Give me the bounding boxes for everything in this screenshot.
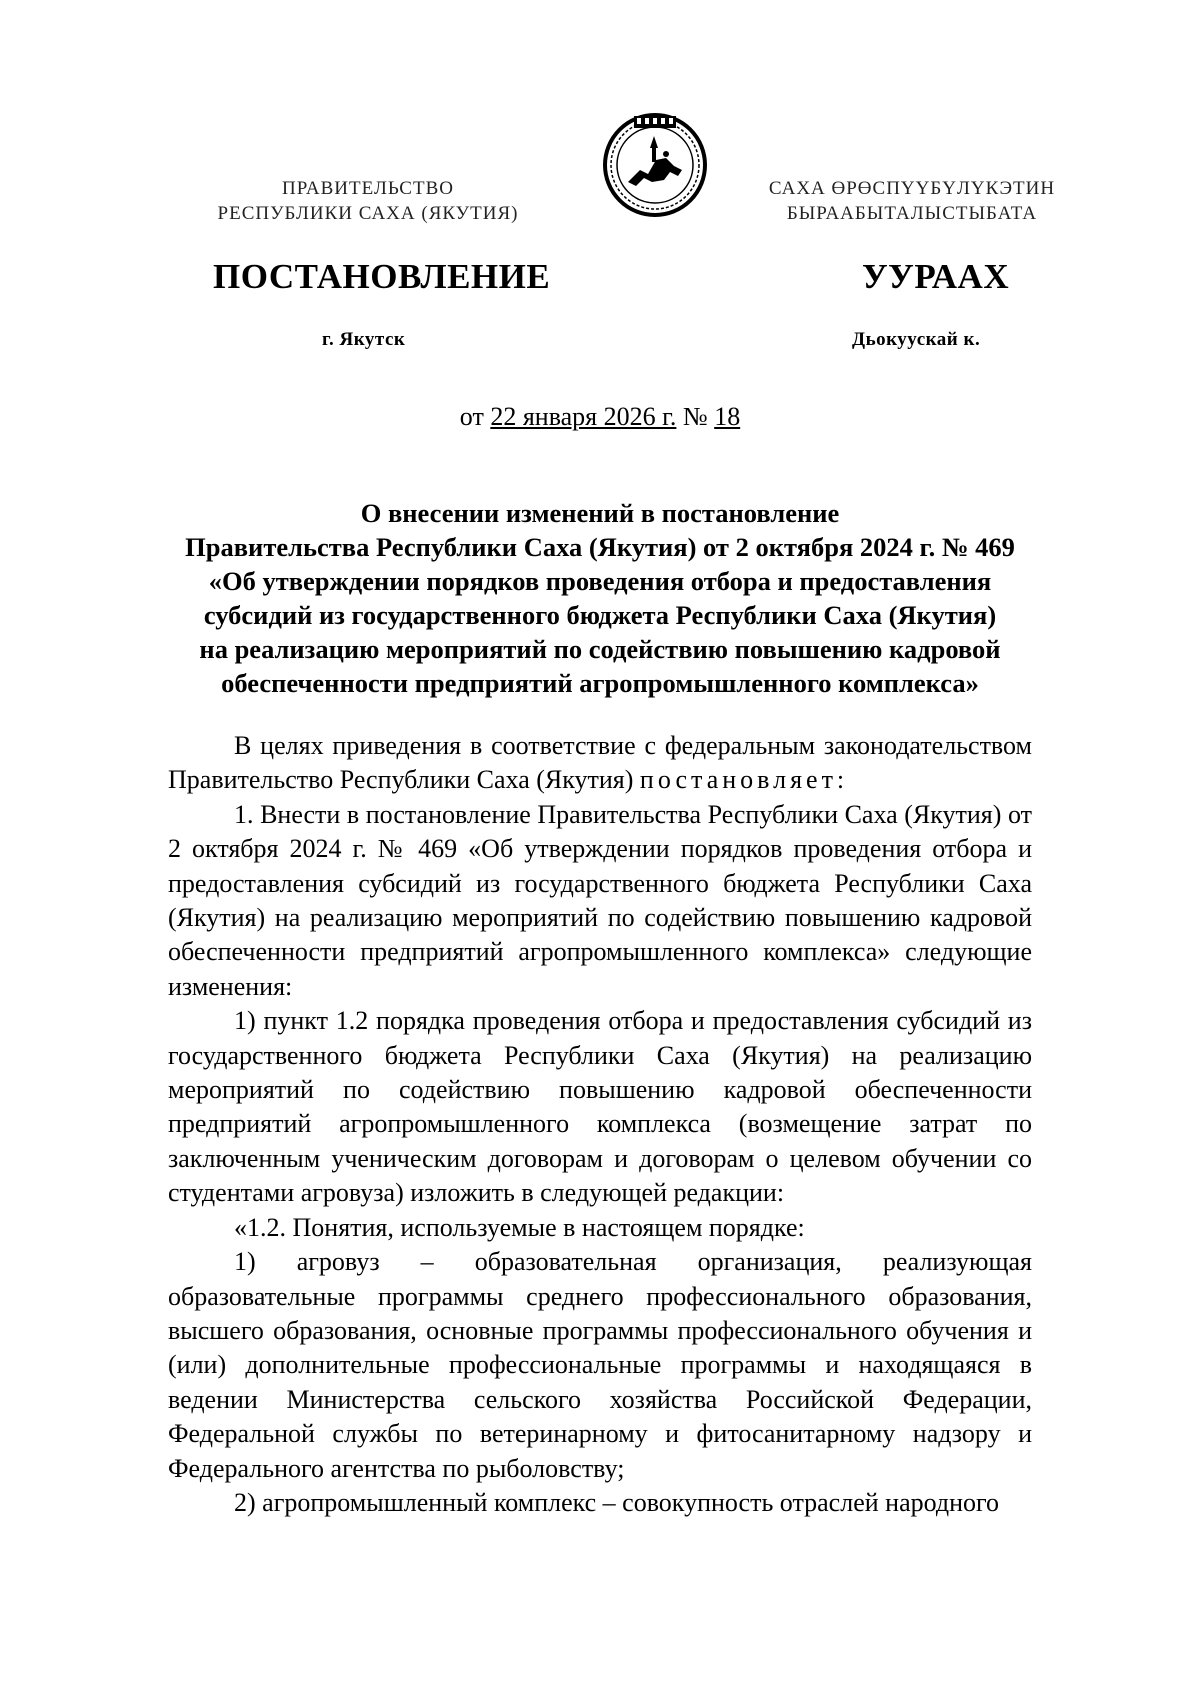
body-paragraph: 1) пункт 1.2 порядка проведения отбора и предоставления субсидий из государственного бюджета Республики Саха (Якутия) на реализацию мероприятий по содействию повышению кадровой обеспеченности предприятий агропромышленного комплекса (возмещение затрат по заключенным ученическим договорам и договорам о целевом обучении со студентами агровуза) изложить в следующей редакции: [168,1006,1032,1208]
document-number: 18 [714,402,741,431]
emblem-icon [600,110,710,220]
body-paragraph: 1. Внести в постановление Правительства Республики Саха (Якутия) от 2 октября 2024 г. № 469 «Об утверждении порядков проведения отбора и предоставления субсидий из государственного бюджета Республики Саха (Якутия) на реализацию мероприятий по содействию повышению кадровой обеспеченности предприятий агропромышленного комплекса» следующие изменения: [168,799,1032,1001]
body-paragraph: 2) агропромышленный комплекс – совокупность отраслей народного [234,1487,1000,1517]
heading-line: «Об утверждении порядков проведения отбора и предоставления [208,566,992,596]
body-paragraph: 1) агровуз – образовательная организация, реализующая образовательные программы среднего профессионального образования, высшего образования, основные программы профессионального обучения и (или) дополнительные профессиональные программы и находящаяся в ведении Министерства сельского хозяйства Российской Федерации, Федеральной службы по ветеринарному и фитосанитарному надзору и Федерального агентства по рыболовству; [168,1247,1032,1483]
header-left-line1: ПРАВИТЕЛЬСТВО [282,178,454,199]
date-line [0,402,1200,432]
header-right-line1: САХА ӨРӨСПҮҮБҮЛҮКЭТИН [768,178,1056,199]
document-body [168,729,1032,1520]
body-paragraph [168,729,1032,798]
heading-line: Правительства Республики Саха (Якутия) от 2 октября 2024 г. № 469 [185,532,1015,562]
header-right-block [712,176,1112,226]
paragraph-text: В целях приведения в соответствие с федеральным законодательством Правительство Республики Саха (Якутия) [168,731,1032,795]
date-prefix: от [459,402,484,431]
heading-line: на реализацию мероприятий по содействию повышению кадровой [199,634,1001,664]
header-left-block [168,176,568,226]
number-sign: № [682,402,708,431]
city-sakha: Дьокуускай к. [852,329,981,350]
document-title-sakha: УУРААХ [862,257,1010,296]
date-value: 22 января 2026 г. [490,402,677,431]
heading-line: О внесении изменений в постановление [360,498,840,528]
header-left-line2: РЕСПУБЛИКИ САХА (ЯКУТИЯ) [217,203,519,224]
city-ru: г. Якутск [322,329,406,350]
heading-line: обеспеченности предприятий агропромышленного комплекса» [221,668,979,698]
header-right-line2: БЫРААБЫТАЛЫСТЫБАТА [786,203,1038,224]
document-title-ru: ПОСТАНОВЛЕНИЕ [213,257,551,296]
document-heading [150,496,1050,700]
body-paragraph: «1.2. Понятия, используемые в настоящем порядке: [234,1212,805,1242]
spaced-word: постановляет: [639,765,849,795]
heading-line: субсидий из государственного бюджета Республики Саха (Якутия) [203,600,997,630]
